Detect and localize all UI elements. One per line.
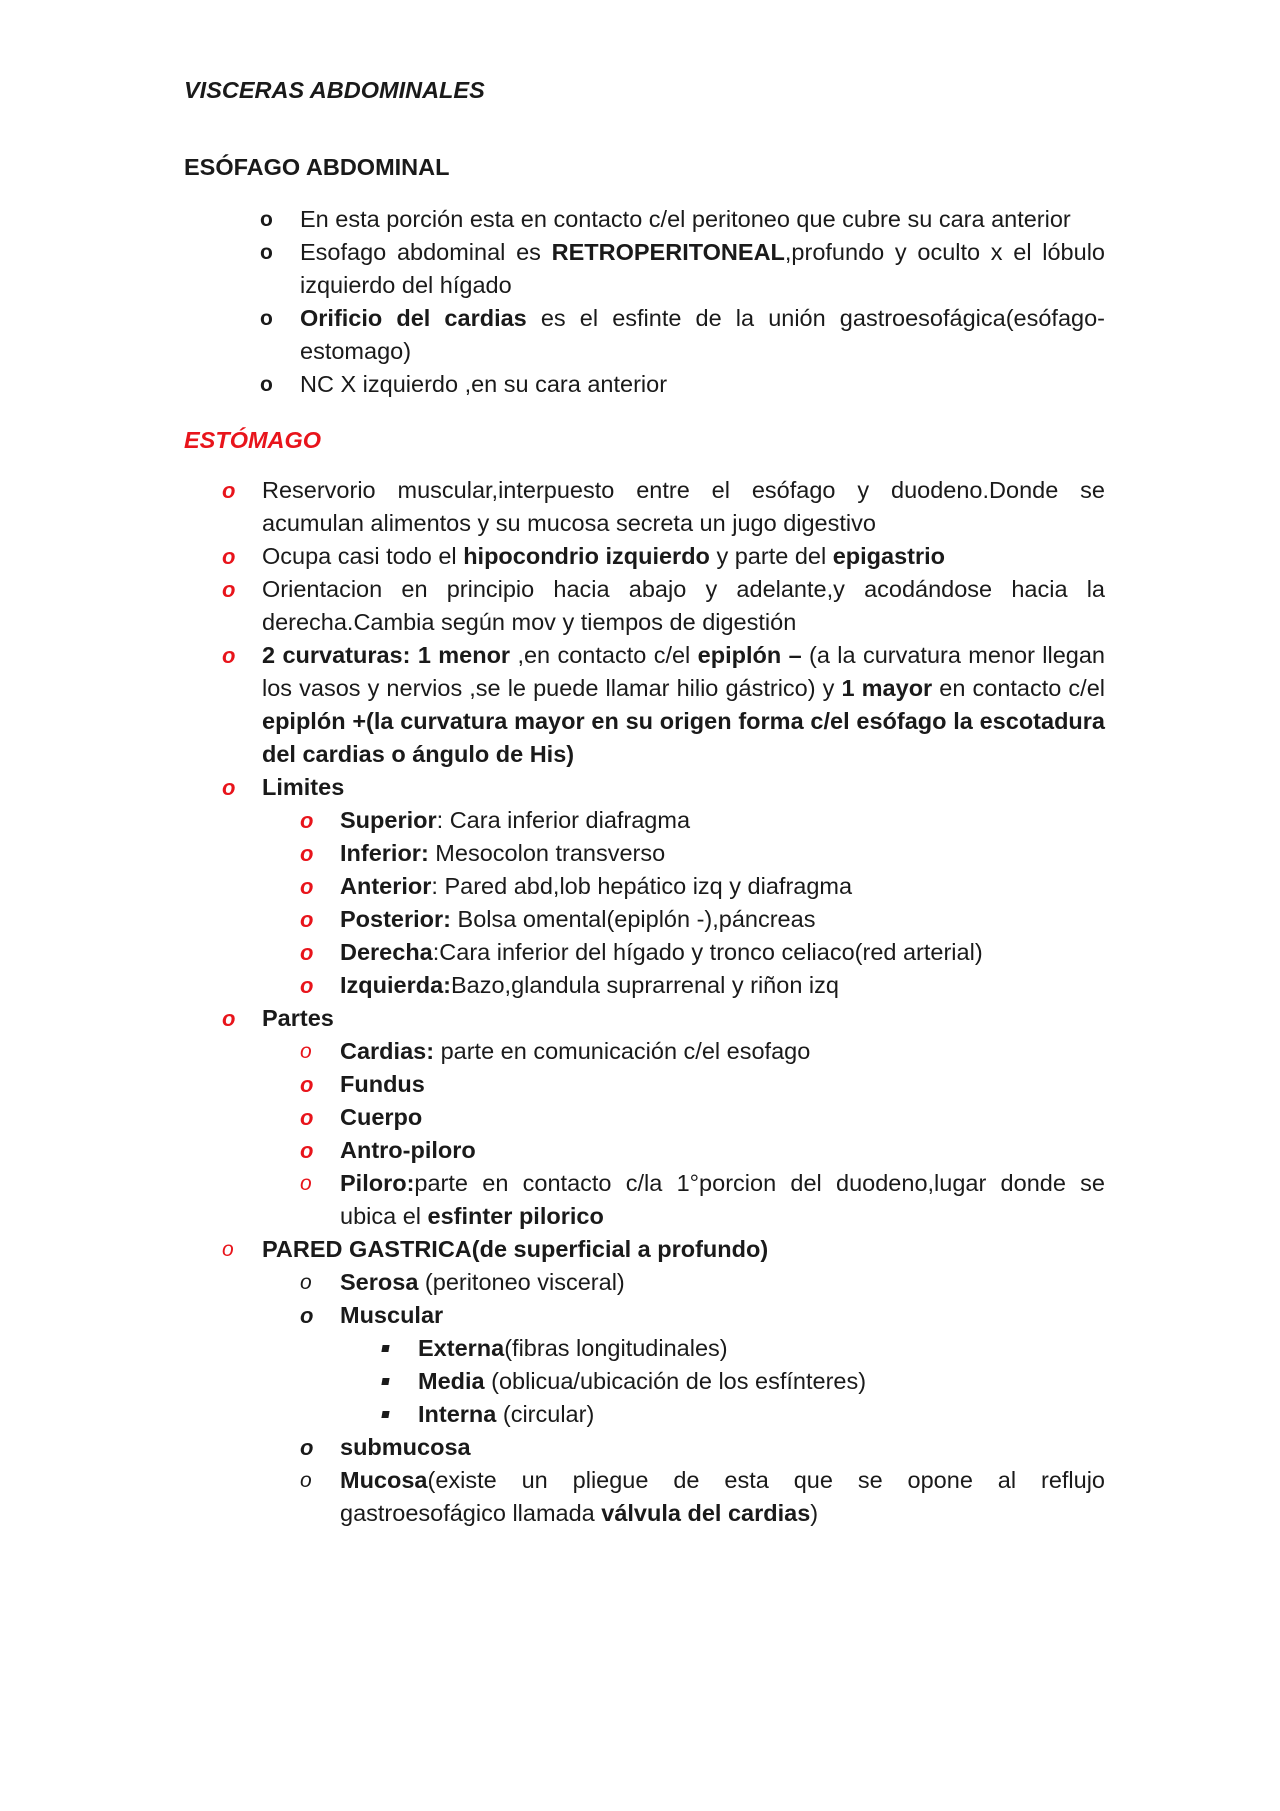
bullet-icon: o bbox=[300, 841, 314, 866]
list-item bbox=[300, 1167, 1105, 1233]
item-bold-text: Fundus bbox=[340, 1071, 425, 1097]
bullet-icon: o bbox=[300, 1435, 314, 1460]
item-text: NC X izquierdo ,en su cara anterior bbox=[300, 371, 668, 397]
item-text: Orientacion en principio hacia abajo y adelante,y acodándose hacia la derecha.Cambia según mov y tiempos de digestión bbox=[262, 576, 1105, 635]
square-bullet-icon bbox=[381, 1411, 389, 1418]
section-label: Partes bbox=[262, 1005, 334, 1031]
list-item bbox=[222, 540, 1105, 573]
list-item bbox=[300, 1431, 1105, 1464]
bullet-icon: o bbox=[222, 643, 236, 668]
item-text: Reservorio muscular,interpuesto entre el esófago y duodeno.Donde se acumulan alimentos y su mucosa secreta un jugo digestivo bbox=[262, 477, 1105, 536]
bullet-icon: o bbox=[300, 1138, 314, 1163]
item-bold-text: RETROPERITONEAL bbox=[551, 239, 785, 265]
item-bold-text: 1 mayor bbox=[841, 675, 933, 701]
item-bold-text: válvula del cardias bbox=[601, 1500, 811, 1526]
list-item bbox=[300, 1035, 1105, 1068]
item-text: (a la curvatura menor llegan los vasos y nervios ,se le puede llamar hilio gástrico) y bbox=[262, 642, 1105, 701]
bullet-icon: o bbox=[222, 478, 236, 503]
bullet-icon: o bbox=[222, 577, 236, 602]
list-item bbox=[300, 870, 1105, 903]
limites-list bbox=[300, 804, 1105, 1002]
list-item bbox=[260, 302, 1105, 368]
item-bold-text: Mucosa bbox=[340, 1467, 428, 1493]
bullet-icon: o bbox=[260, 373, 273, 396]
item-text: en contacto c/el bbox=[932, 675, 1106, 701]
item-bold-text: Izquierda: bbox=[340, 972, 451, 998]
list-item bbox=[222, 474, 1105, 540]
list-item bbox=[378, 1332, 1105, 1365]
bullet-icon: o bbox=[222, 1238, 234, 1261]
list-item bbox=[260, 203, 1105, 236]
list-item bbox=[300, 936, 1105, 969]
item-bold-text: Orificio del cardias bbox=[300, 305, 527, 331]
item-bold-text: epigastrio bbox=[832, 543, 946, 569]
list-item bbox=[378, 1398, 1105, 1431]
bullet-icon: o bbox=[300, 940, 314, 965]
item-text: (oblicua/ubicación de los esfínteres) bbox=[484, 1368, 867, 1394]
document-title: VISCERAS ABDOMINALES bbox=[184, 77, 485, 103]
bullet-icon: o bbox=[222, 775, 236, 800]
bullet-icon: o bbox=[300, 907, 314, 932]
item-bold-text: Cuerpo bbox=[340, 1104, 423, 1130]
list-item bbox=[300, 837, 1105, 870]
square-bullet-icon bbox=[381, 1378, 389, 1385]
bullet-icon: o bbox=[300, 1469, 312, 1492]
bullet-icon: o bbox=[300, 973, 314, 998]
list-item bbox=[300, 1134, 1105, 1167]
list-item bbox=[260, 368, 1105, 401]
item-text: (existe un pliegue de esta que se opone al reflujo gastroesofágico llamada bbox=[340, 1467, 1105, 1526]
item-text: es el esfinte de la unión gastroesofágica(esófago-estomago) bbox=[300, 305, 1105, 364]
item-bold-text: Antro-piloro bbox=[340, 1137, 476, 1163]
item-bold-text: 2 curvaturas: 1 menor bbox=[262, 642, 511, 668]
list-item bbox=[300, 1101, 1105, 1134]
item-bold-text: epiplón +(la curvatura mayor en su origen forma c/el esófago la escotadura del cardias o ángulo de His) bbox=[262, 708, 1105, 767]
pared-list bbox=[300, 1266, 1105, 1530]
item-bold-text: Serosa bbox=[340, 1269, 419, 1295]
item-bold-text: epiplón – bbox=[697, 642, 802, 668]
item-bold-text: Superior bbox=[340, 807, 437, 833]
list-item bbox=[300, 903, 1105, 936]
item-text: ,en contacto c/el bbox=[510, 642, 698, 668]
list-item-limites bbox=[222, 771, 1105, 1002]
list-item bbox=[300, 1464, 1105, 1530]
list-item bbox=[300, 1068, 1105, 1101]
item-text: Mesocolon transverso bbox=[428, 840, 666, 866]
bullet-icon: o bbox=[300, 1105, 314, 1130]
list-item bbox=[260, 236, 1105, 302]
section-label: Limites bbox=[262, 774, 345, 800]
bullet-icon: o bbox=[222, 1006, 236, 1031]
item-text: Bazo,glandula suprarrenal y riñon izq bbox=[450, 972, 839, 998]
item-text: : Pared abd,lob hepático izq y diafragma bbox=[431, 873, 853, 899]
bullet-icon: o bbox=[300, 1172, 312, 1195]
section-label: PARED GASTRICA(de superficial a profundo) bbox=[262, 1236, 769, 1262]
item-text: (peritoneo visceral) bbox=[418, 1269, 625, 1295]
list-item-pared bbox=[222, 1233, 1105, 1530]
item-bold-text: Media bbox=[418, 1368, 485, 1394]
bullet-icon: o bbox=[300, 1040, 312, 1063]
item-text: ,profundo y oculto x el lóbulo izquierdo del hígado bbox=[300, 239, 1105, 298]
bullet-icon: o bbox=[300, 808, 314, 833]
heading-esophagus: ESÓFAGO ABDOMINAL bbox=[184, 154, 450, 180]
item-text: parte en comunicación c/el esofago bbox=[434, 1038, 811, 1064]
item-bold-text: Muscular bbox=[340, 1302, 444, 1328]
item-bold-text: Piloro: bbox=[340, 1170, 415, 1196]
list-item bbox=[300, 804, 1105, 837]
heading-stomach: ESTÓMAGO bbox=[184, 427, 322, 453]
item-bold-text: esfinter pilorico bbox=[427, 1203, 604, 1229]
list-item bbox=[222, 573, 1105, 639]
item-bold-text: hipocondrio izquierdo bbox=[463, 543, 710, 569]
list-item bbox=[222, 639, 1105, 771]
item-bold-text: Posterior: bbox=[340, 906, 451, 932]
bullet-icon: o bbox=[260, 208, 273, 231]
item-bold-text: Inferior: bbox=[340, 840, 429, 866]
item-text: :Cara inferior del hígado y tronco celiaco(red arterial) bbox=[432, 939, 983, 965]
list-item bbox=[300, 969, 1105, 1002]
list-item-partes bbox=[222, 1002, 1105, 1233]
item-text: Bolsa omental(epiplón -),páncreas bbox=[451, 906, 816, 932]
item-text: y parte del bbox=[709, 543, 833, 569]
item-bold-text: submucosa bbox=[340, 1434, 471, 1460]
stomach-list bbox=[222, 474, 1105, 1530]
list-item bbox=[300, 1266, 1105, 1299]
bullet-icon: o bbox=[300, 1072, 314, 1097]
bullet-icon: o bbox=[260, 307, 273, 330]
item-text: ) bbox=[810, 1500, 819, 1526]
list-item bbox=[300, 1299, 1105, 1431]
list-item bbox=[378, 1365, 1105, 1398]
item-text: Ocupa casi todo el bbox=[262, 543, 464, 569]
esophagus-list bbox=[260, 203, 1105, 401]
item-text: Esofago abdominal es bbox=[300, 239, 552, 265]
item-bold-text: Interna bbox=[418, 1401, 497, 1427]
item-text: parte en contacto c/la 1°porcion del duodeno,lugar donde se ubica el bbox=[340, 1170, 1105, 1229]
item-bold-text: Cardias: bbox=[340, 1038, 435, 1064]
item-text: (circular) bbox=[496, 1401, 595, 1427]
square-bullet-icon bbox=[381, 1345, 389, 1352]
muscular-list bbox=[378, 1332, 1105, 1431]
item-text: En esta porción esta en contacto c/el peritoneo que cubre su cara anterior bbox=[300, 206, 1071, 232]
item-text: : Cara inferior diafragma bbox=[436, 807, 691, 833]
bullet-icon: o bbox=[300, 1271, 312, 1294]
bullet-icon: o bbox=[260, 241, 273, 264]
partes-list bbox=[300, 1035, 1105, 1233]
item-bold-text: Externa bbox=[418, 1335, 505, 1361]
item-bold-text: Anterior bbox=[340, 873, 432, 899]
item-bold-text: Derecha bbox=[340, 939, 433, 965]
bullet-icon: o bbox=[300, 1303, 314, 1328]
item-text: (fibras longitudinales) bbox=[504, 1335, 728, 1361]
bullet-icon: o bbox=[222, 544, 236, 569]
bullet-icon: o bbox=[300, 874, 314, 899]
